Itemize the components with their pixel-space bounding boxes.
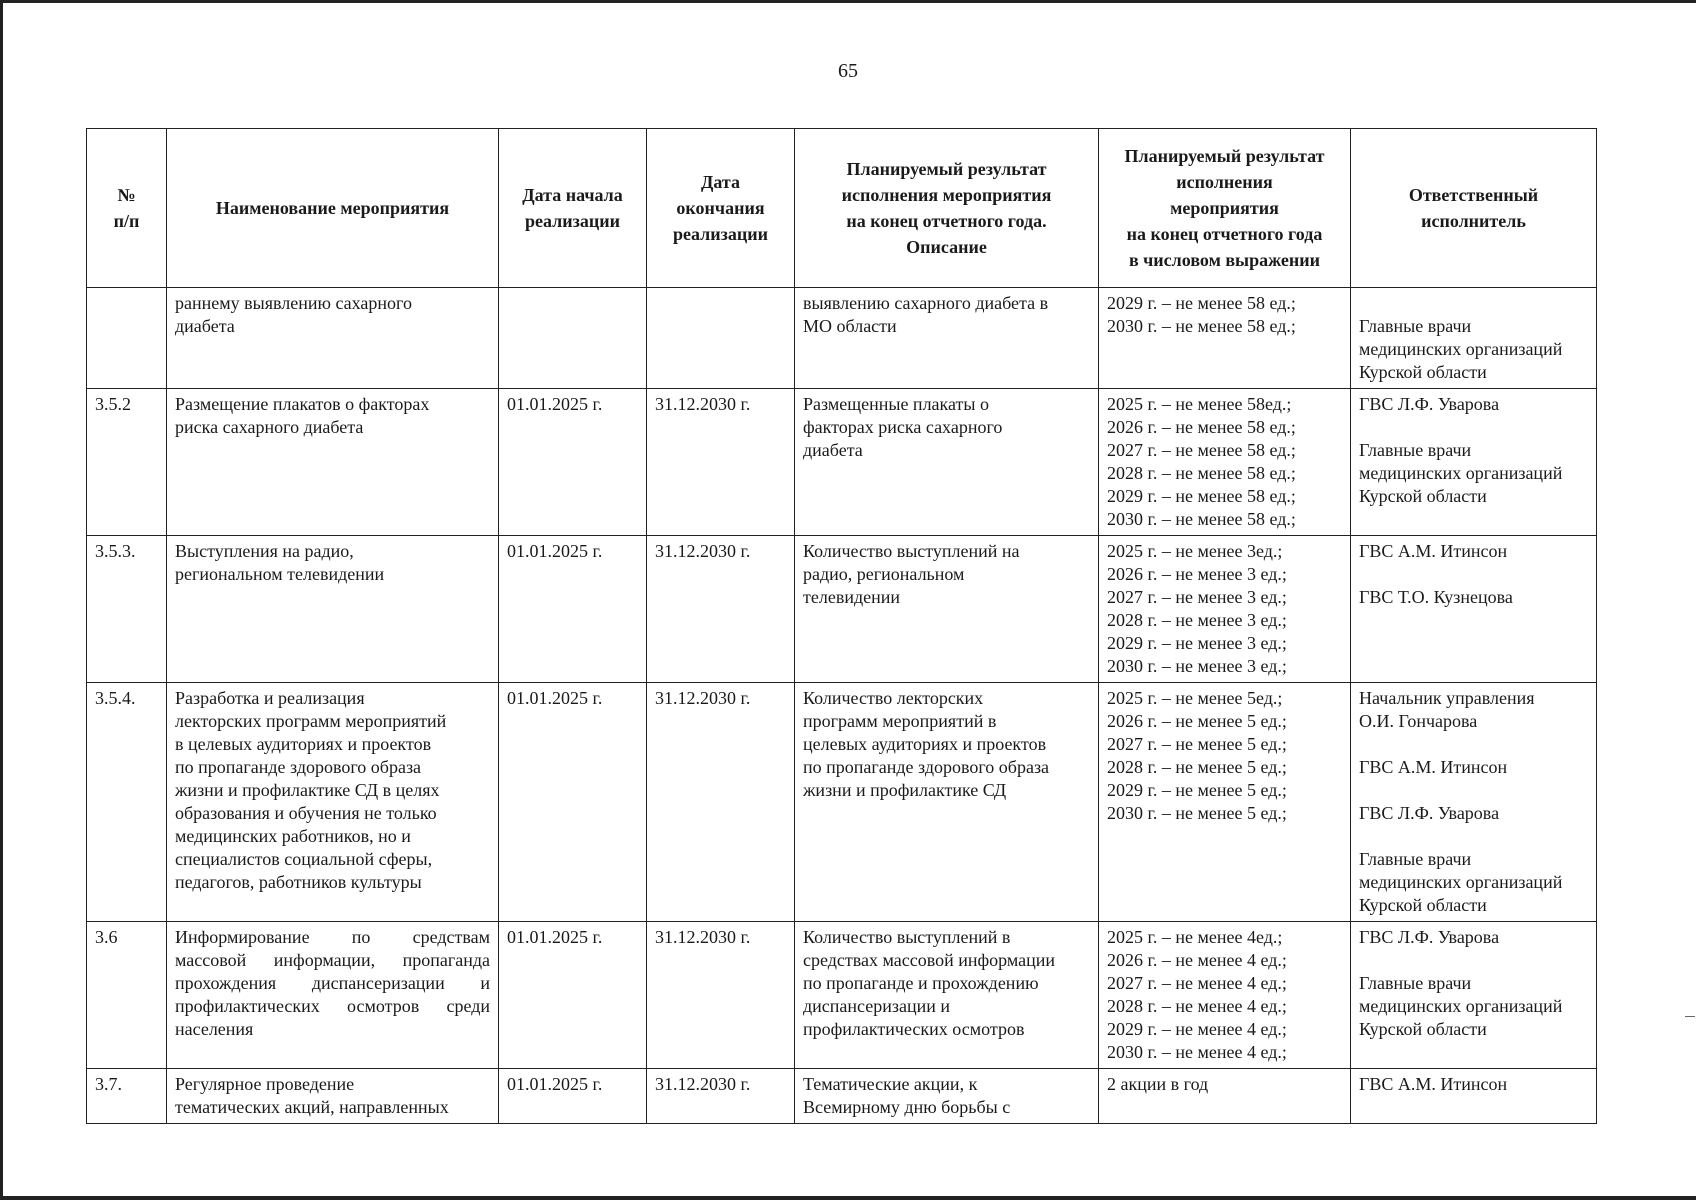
header-result-description: Планируемый результат исполнения мероприятия на конец отчетного года. Описание xyxy=(795,129,1099,288)
cell-number: 3.5.4. xyxy=(87,683,167,922)
cell-number: 3.5.2 xyxy=(87,389,167,536)
header-start-date: Дата начала реализации xyxy=(499,129,647,288)
cell-result-description: Количество выступлений в средствах массовой информации по пропаганде и прохождению диспансеризации и профилактических осмотров xyxy=(795,922,1099,1069)
cell-responsible: ГВС Л.Ф. Уварова Главные врачи медицинских организаций Курской области xyxy=(1351,922,1597,1069)
table-row xyxy=(87,1069,1597,1124)
cell-end-date: 31.12.2030 г. xyxy=(647,922,795,1069)
cell-activity-name: Размещение плакатов о факторах риска сахарного диабета xyxy=(167,389,499,536)
cell-activity-name: Выступления на радио, региональном телевидении xyxy=(167,536,499,683)
cell-responsible: ГВС Л.Ф. Уварова Главные врачи медицинских организаций Курской области xyxy=(1351,389,1597,536)
cell-responsible: ГВС А.М. Итинсон ГВС Т.О. Кузнецова xyxy=(1351,536,1597,683)
cell-result-numeric: 2 акции в год xyxy=(1099,1069,1351,1124)
cell-end-date: 31.12.2030 г. xyxy=(647,1069,795,1124)
cell-number: 3.6 xyxy=(87,922,167,1069)
cell-start-date xyxy=(499,288,647,389)
header-end-date: Дата окончания реализации xyxy=(647,129,795,288)
table-header-row xyxy=(87,129,1597,288)
header-activity-name: Наименование мероприятия xyxy=(167,129,499,288)
cell-activity-name: Разработка и реализация лекторских программ мероприятий в целевых аудиториях и проектов по пропаганде здорового образа жизни и профилактике СД в целях образования и обучения не только медицинских работников, но и специалистов социальной сферы, педагогов, работников культуры xyxy=(167,683,499,922)
table-row xyxy=(87,536,1597,683)
cell-end-date xyxy=(647,288,795,389)
cell-result-numeric: 2025 г. – не менее 5ед.; 2026 г. – не менее 5 ед.; 2027 г. – не менее 5 ед.; 2028 г. – не менее 5 ед.; 2029 г. – не менее 5 ед.; 2030 г. – не менее 5 ед.; xyxy=(1099,683,1351,922)
cell-start-date: 01.01.2025 г. xyxy=(499,922,647,1069)
table-row xyxy=(87,922,1597,1069)
scan-border-bottom xyxy=(0,1196,1696,1200)
cell-start-date: 01.01.2025 г. xyxy=(499,536,647,683)
cell-result-numeric: 2025 г. – не менее 3ед.; 2026 г. – не менее 3 ед.; 2027 г. – не менее 3 ед.; 2028 г. – не менее 3 ед.; 2029 г. – не менее 3 ед.; 2030 г. – не менее 3 ед.; xyxy=(1099,536,1351,683)
cell-end-date: 31.12.2030 г. xyxy=(647,536,795,683)
cell-activity-name: Информирование по средствам массовой информации, пропаганда прохождения диспансеризации и профилактических осмотров среди населения xyxy=(167,922,499,1069)
activities-table xyxy=(86,128,1597,1124)
scan-mark xyxy=(1685,1016,1695,1017)
table-row xyxy=(87,683,1597,922)
scan-border-left xyxy=(0,0,3,1200)
cell-number: 3.5.3. xyxy=(87,536,167,683)
table-row xyxy=(87,389,1597,536)
cell-result-description: Размещенные плакаты о факторах риска сахарного диабета xyxy=(795,389,1099,536)
cell-activity-name: раннему выявлению сахарного диабета xyxy=(167,288,499,389)
cell-result-description: Количество лекторских программ мероприятий в целевых аудиториях и проектов по пропаганде здорового образа жизни и профилактике СД xyxy=(795,683,1099,922)
cell-responsible: Главные врачи медицинских организаций Курской области xyxy=(1351,288,1597,389)
cell-result-numeric: 2029 г. – не менее 58 ед.; 2030 г. – не менее 58 ед.; xyxy=(1099,288,1351,389)
cell-activity-name: Регулярное проведение тематических акций, направленных xyxy=(167,1069,499,1124)
scan-border-top xyxy=(0,0,1696,3)
cell-start-date: 01.01.2025 г. xyxy=(499,1069,647,1124)
header-responsible: Ответственный исполнитель xyxy=(1351,129,1597,288)
page-number: 65 xyxy=(838,60,858,82)
cell-responsible: ГВС А.М. Итинсон xyxy=(1351,1069,1597,1124)
cell-responsible: Начальник управления О.И. Гончарова ГВС А.М. Итинсон ГВС Л.Ф. Уварова Главные врачи медицинских организаций Курской области xyxy=(1351,683,1597,922)
cell-result-description: Тематические акции, к Всемирному дню борьбы с xyxy=(795,1069,1099,1124)
header-number: № п/п xyxy=(87,129,167,288)
cell-result-numeric: 2025 г. – не менее 58ед.; 2026 г. – не менее 58 ед.; 2027 г. – не менее 58 ед.; 2028 г. – не менее 58 ед.; 2029 г. – не менее 58 ед.; 2030 г. – не менее 58 ед.; xyxy=(1099,389,1351,536)
cell-result-description: выявлению сахарного диабета в МО области xyxy=(795,288,1099,389)
cell-result-numeric: 2025 г. – не менее 4ед.; 2026 г. – не менее 4 ед.; 2027 г. – не менее 4 ед.; 2028 г. – не менее 4 ед.; 2029 г. – не менее 4 ед.; 2030 г. – не менее 4 ед.; xyxy=(1099,922,1351,1069)
cell-end-date: 31.12.2030 г. xyxy=(647,389,795,536)
header-result-numeric: Планируемый результат исполнения мероприятия на конец отчетного года в числовом выражении xyxy=(1099,129,1351,288)
cell-start-date: 01.01.2025 г. xyxy=(499,389,647,536)
table-row xyxy=(87,288,1597,389)
cell-number xyxy=(87,288,167,389)
cell-end-date: 31.12.2030 г. xyxy=(647,683,795,922)
cell-start-date: 01.01.2025 г. xyxy=(499,683,647,922)
cell-result-description: Количество выступлений на радио, региональном телевидении xyxy=(795,536,1099,683)
cell-number: 3.7. xyxy=(87,1069,167,1124)
